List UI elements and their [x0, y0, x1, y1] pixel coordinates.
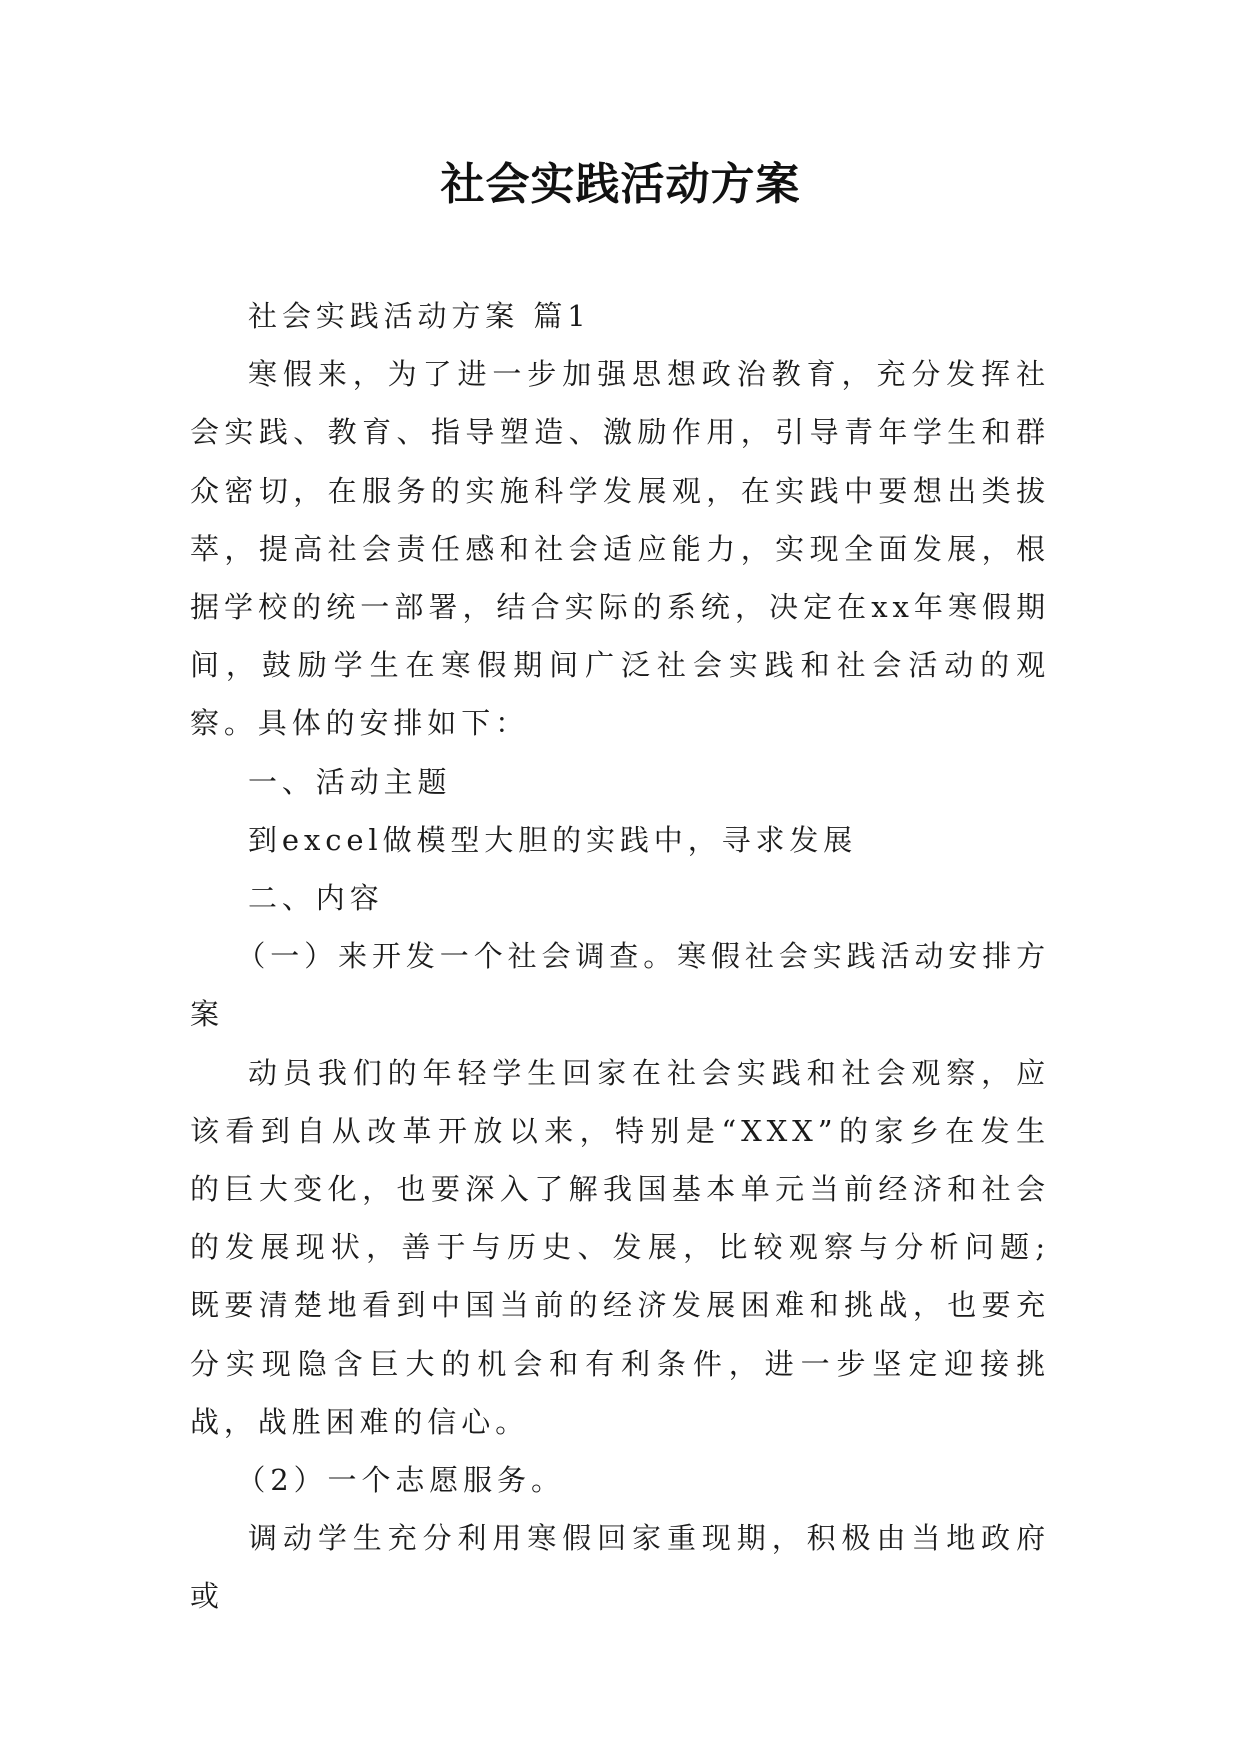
heading-content: 二、内容 [248, 881, 384, 916]
social-survey-paragraph: 动员我们的年轻学生回家在社会实践和社会观察，应该看到自从改革开放以来，特别是“XXX”的家乡在发生的巨大变化，也要深入了解我国基本单元当前经济和社会的发展现状，善于与历史、发展，比较观察与分析问题;既要清楚地看到中国当前的经济发展困难和挑战，也要充分实现隐含巨大的机会和有利条件，进一步坚定迎接挑战，战胜困难的信心。 [190, 1055, 1050, 1439]
section-heading-part1: 社会实践活动方案 篇1 [248, 299, 591, 333]
heading-activity-theme: 一、活动主题 [248, 764, 452, 799]
subheading-social-survey: （一）来开发一个社会调查。寒假社会实践活动安排方案 [190, 939, 1050, 1032]
volunteer-service-paragraph: 调动学生充分利用寒假回家重现期，积极由当地政府或 [190, 1521, 1050, 1614]
intro-paragraph: 寒假来，为了进一步加强思想政治教育，充分发挥社会实践、教育、指导塑造、激励作用，引导青年学生和群众密切，在服务的实施科学发展观，在实践中要想出类拔萃，提高社会责任感和社会适应能力，实现全面发展，根据学校的统一部署，结合实际的系统，决定在xx年寒假期间，鼓励学生在寒假期间广泛社会实践和社会活动的观察。具体的安排如下： [190, 357, 1050, 741]
document-title: 社会实践活动方案 [440, 159, 801, 210]
activity-theme-text: 到excel做模型大胆的实践中，寻求发展 [248, 822, 858, 857]
subheading-volunteer-service: （2）一个志愿服务。 [236, 1463, 565, 1498]
document-body [190, 287, 1050, 1626]
